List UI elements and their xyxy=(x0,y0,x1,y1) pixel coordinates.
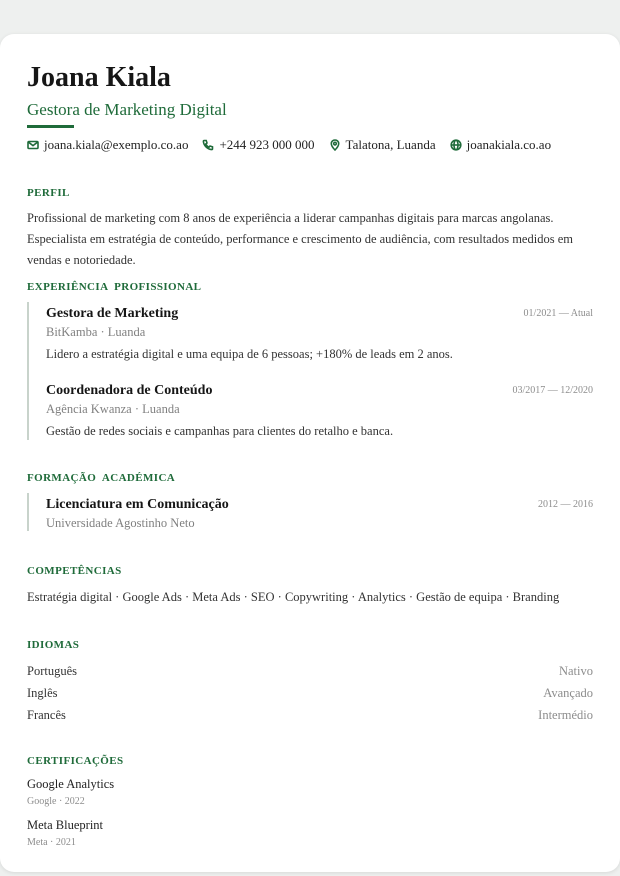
certification-item xyxy=(27,776,114,808)
profile-summary: Profissional de marketing com 8 anos de experiência a liderar campanhas digitais para marcas angolanas. Especialista em estratégia de conteúdo, performance e crescimento de audiência, com resultados medidos em vendas e notoriedade. xyxy=(27,211,573,267)
candidate-role: Gestora de Marketing Digital xyxy=(27,100,227,119)
certification-name: Meta Blueprint xyxy=(27,818,104,832)
contact-website-text: joanakiala.co.ao xyxy=(466,137,552,152)
education-date: 2012 — 2016 xyxy=(538,499,593,510)
education-timeline xyxy=(27,493,593,531)
experience-company: BitKamba · Luanda xyxy=(46,325,146,339)
section-title-certifications: CERTIFICAÇÕES xyxy=(27,755,124,767)
contact-email-text: joana.kiala@exemplo.co.ao xyxy=(44,137,189,152)
experience-title: Coordenadora de Conteúdo xyxy=(46,383,213,398)
experience-description: Gestão de redes sociais e campanhas para clientes do retalho e banca. xyxy=(46,424,394,438)
language-level: Avançado xyxy=(543,686,593,700)
experience-company: Agência Kwanza · Luanda xyxy=(46,402,180,416)
experience-entry xyxy=(29,302,593,363)
contact-location-text: Talatona, Luanda xyxy=(345,137,436,152)
language-name: Francês xyxy=(27,708,66,722)
mail-icon xyxy=(27,139,39,151)
contact-bar xyxy=(27,136,551,154)
section-title-education: FORMAÇÃO ACADÉMICA xyxy=(27,472,176,484)
language-row xyxy=(27,682,593,704)
certification-meta: Meta · 2021 xyxy=(27,837,76,848)
section-title-languages: IDIOMAS xyxy=(27,639,80,651)
location-pin-icon xyxy=(329,139,341,151)
phone-icon xyxy=(202,139,214,151)
experience-timeline xyxy=(27,302,593,440)
language-level: Nativo xyxy=(558,664,593,678)
language-row xyxy=(27,704,593,726)
experience-date: 03/2017 — 12/2020 xyxy=(512,385,593,396)
education-entry xyxy=(29,493,593,532)
section-title-skills: COMPETÊNCIAS xyxy=(27,565,122,577)
language-name: Inglês xyxy=(27,686,58,700)
contact-email[interactable] xyxy=(27,136,188,154)
certification-item xyxy=(27,817,114,849)
globe-icon xyxy=(450,139,462,151)
experience-title: Gestora de Marketing xyxy=(46,306,179,321)
contact-website[interactable] xyxy=(450,136,551,154)
education-institution: Universidade Agostinho Neto xyxy=(46,516,195,530)
certification-name: Google Analytics xyxy=(27,777,115,791)
language-level: Intermédio xyxy=(538,708,593,722)
languages-list xyxy=(27,660,593,726)
section-title-profile: PERFIL xyxy=(27,187,70,199)
experience-date: 01/2021 — Atual xyxy=(523,308,593,319)
certifications-list xyxy=(27,776,114,858)
experience-description: Lidero a estratégia digital e uma equipa de 6 pessoas; +180% de leads em 2 anos. xyxy=(46,347,453,361)
contact-phone[interactable] xyxy=(202,136,314,154)
skills-list: Estratégia digital · Google Ads · Meta Ads · SEO · Copywriting · Analytics · Gestão de equipa · Branding xyxy=(27,590,560,604)
certification-meta: Google · 2022 xyxy=(27,796,85,807)
language-name: Português xyxy=(27,664,77,678)
contact-location xyxy=(329,136,436,154)
contact-phone-text: +244 923 000 000 xyxy=(219,137,315,152)
section-title-experience: EXPERIÊNCIA PROFISSIONAL xyxy=(27,281,202,293)
language-row xyxy=(27,660,593,682)
education-title: Licenciatura em Comunicação xyxy=(46,497,229,512)
experience-entry xyxy=(29,363,593,440)
candidate-name: Joana Kiala xyxy=(27,62,171,93)
role-underline xyxy=(27,125,74,128)
resume-card xyxy=(0,34,620,872)
